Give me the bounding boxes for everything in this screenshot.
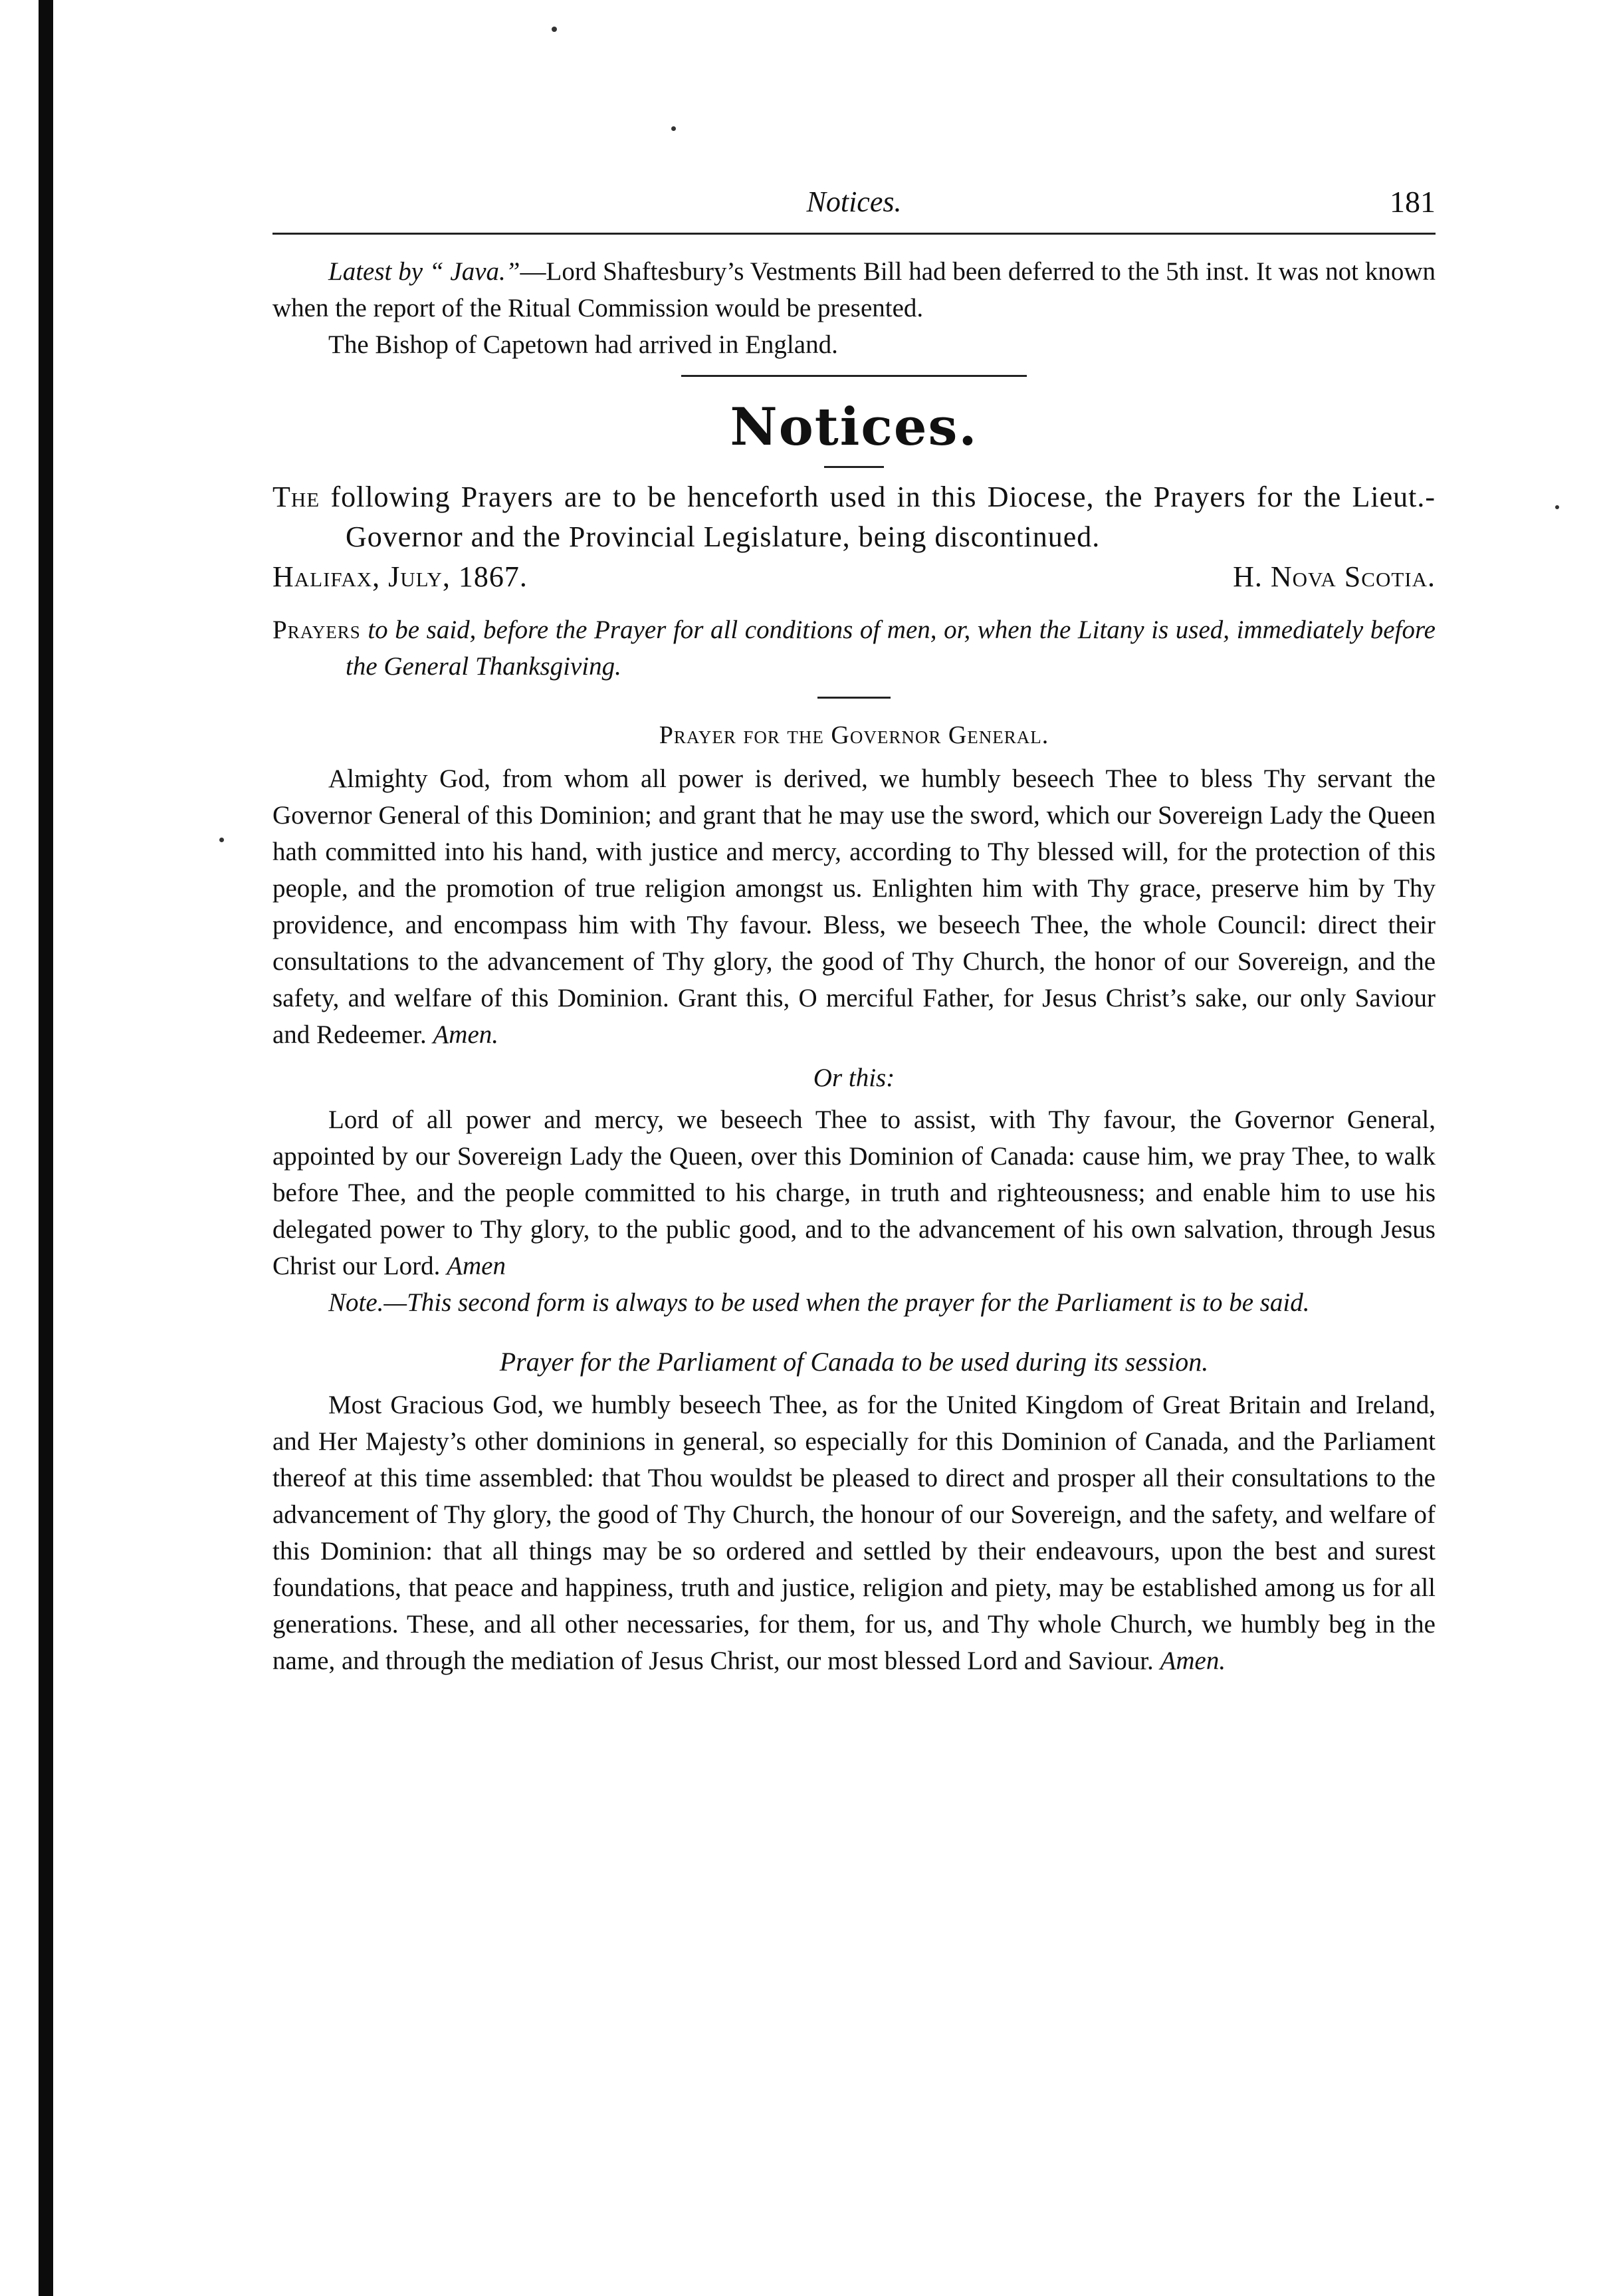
alternate-prayer-body (272, 1101, 1436, 1284)
intro-paragraph (272, 477, 1436, 557)
header-rule (272, 233, 1436, 235)
place-date: Halifax, July, 1867. (272, 560, 528, 593)
rubric-paragraph (272, 612, 1436, 685)
parliament-prayer-amen: Amen. (1160, 1647, 1226, 1675)
governor-prayer-amen: Amen. (433, 1020, 499, 1049)
scan-speck (552, 27, 557, 32)
parliament-prayer-body (272, 1387, 1436, 1679)
or-this-label: Or this: (813, 1064, 895, 1092)
rubric-text: to be said, before the Prayer for all conditions of men, or, when the Litany is used, immediately before the General Thanksgiving. (346, 616, 1436, 681)
page-binding-edge (39, 0, 53, 2296)
governor-prayer-body (272, 760, 1436, 1053)
bishop-signature: H. Nova Scotia. (1233, 560, 1436, 593)
notices-heading: Notices. (730, 397, 978, 457)
scan-speck (1555, 505, 1559, 509)
latest-label: Latest by “ Java.” (328, 257, 520, 286)
section-divider (681, 375, 1027, 377)
note-text: —This second form is always to be used when the prayer for the Parliament is to be said. (383, 1288, 1310, 1317)
latest-text: —Lord Shaftesbury’s Vestments Bill had been deferred to the 5th inst. It was not known when the report of the Ritual Commission would be presented. (272, 257, 1436, 322)
note-label: Note. (328, 1288, 384, 1317)
parliament-prayer-text: Most Gracious God, we humbly beseech Thee, as for the United Kingdom of Great Britain and Ireland, and Her Majesty’s other dominions in general, so especially for this Dominion of Canada, and the Parliament thereof at this time assembled: that Thou wouldst be pleased to direct and prosper all their consultations to the advancement of Thy glory, the good of Thy Church, the honour of our Sovereign, and the safety, and welfare of this Dominion: that all things may be so ordered and settled by their endeavours, upon the best and surest foundations, that peace and happiness, truth and justice, religion and piety, may be established among us for all generations. These, and all other necessaries, for them, for us, and Thy whole Church, we humbly beg in the name, and through the mediation of Jesus Christ, our most blessed Lord and Saviour. (272, 1391, 1436, 1675)
running-head (272, 153, 1436, 219)
alternate-prayer-text: Lord of all power and mercy, we beseech Thee to assist, with Thy favour, the Governor General, appointed by our Sovereign Lady the Queen, over this Dominion of Canada: cause him, we pray Thee, to walk before Thee, and the people committed to his charge, in truth and righteousness; and enable him to use his delegated power to Thy glory, to the public good, and to the advancement of his own salvation, through Jesus Christ our Lord. (272, 1105, 1436, 1280)
running-title: Notices. (806, 185, 902, 218)
rubric-divider (817, 697, 891, 699)
scan-speck (671, 126, 676, 131)
heading-underline (824, 466, 884, 468)
latest-news-paragraph (272, 253, 1436, 326)
intro-text: following Prayers are to be henceforth used in this Diocese, the Prayers for the Lieut.-Governor and the Provincial Legislature, being discontinued. (330, 481, 1436, 553)
rubric-lead: Prayers (272, 616, 361, 644)
signature-line (272, 557, 1436, 597)
alternate-prayer-amen: Amen (447, 1252, 506, 1280)
note-paragraph (272, 1284, 1436, 1321)
governor-prayer-heading: Prayer for the Governor General. (659, 721, 1049, 749)
intro-lead: The (272, 481, 320, 513)
parliament-prayer-heading: Prayer for the Parliament of Canada to be used during its session. (499, 1347, 1209, 1377)
book-page (272, 153, 1436, 1679)
governor-prayer-text: Almighty God, from whom all power is derived, we humbly beseech Thee to bless Thy servant the Governor General of this Dominion; and grant that he may use the sword, which our Sovereign Lady the Queen hath committed into his hand, with justice and mercy, according to Thy blessed will, for the protection of this people, and the promotion of true religion amongst us. Enlighten him with Thy grace, preserve him by Thy providence, and encompass him with Thy favour. Bless, we beseech Thee, the whole Council: direct their consultations to the advancement of Thy glory, the good of Thy Church, the honor of our Sovereign, and the safety, and welfare of this Dominion. Grant this, O merciful Father, for Jesus Christ’s sake, our only Saviour and Redeemer. (272, 764, 1436, 1049)
capetown-paragraph: The Bishop of Capetown had arrived in England. (328, 330, 838, 359)
scan-speck (219, 838, 224, 842)
page-number: 181 (1390, 185, 1436, 219)
